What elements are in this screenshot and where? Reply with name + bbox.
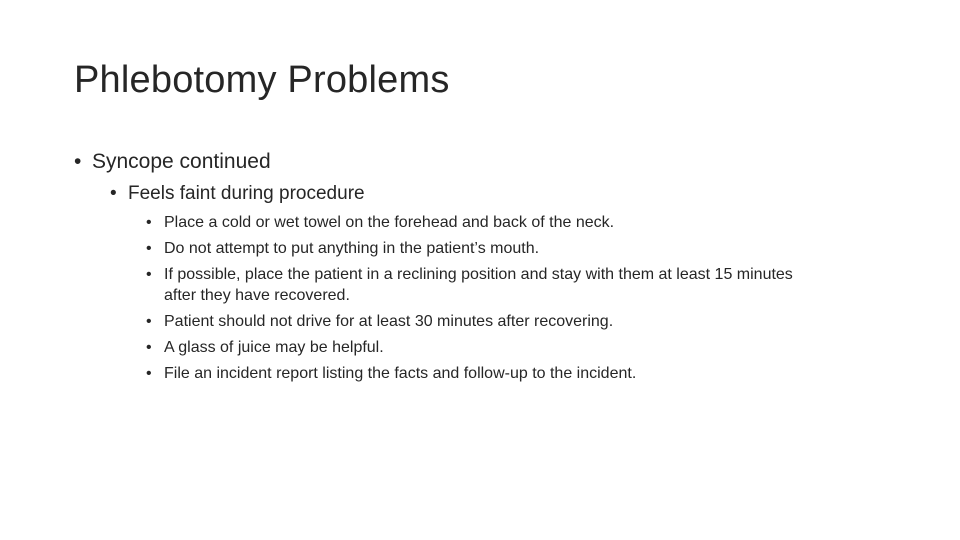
- list-item: [146, 264, 826, 306]
- bullet-icon: •: [74, 150, 82, 173]
- list-item-text: File an incident report listing the facts and follow-up to the incident.: [164, 365, 637, 382]
- list-item-text: Patient should not drive for at least 30 minutes after recovering.: [164, 313, 614, 330]
- bullet-icon: •: [146, 214, 152, 231]
- bullet-icon: •: [146, 339, 152, 356]
- list-item: [146, 212, 826, 233]
- sub-bullet-list: [146, 212, 826, 384]
- list-item: [146, 337, 826, 358]
- bullet-text: Feels faint during procedure: [128, 183, 365, 204]
- bullet-icon: •: [110, 183, 117, 204]
- list-item: [146, 363, 826, 384]
- slide-title: Phlebotomy Problems: [74, 59, 450, 101]
- bullet-level-1: [74, 146, 874, 178]
- slide-content: [74, 146, 874, 389]
- list-item-text: Do not attempt to put anything in the patient’s mouth.: [164, 240, 540, 257]
- list-item-text: If possible, place the patient in a reclining position and stay with them at least 15 minutes after they have recovered.: [164, 266, 793, 304]
- bullet-icon: •: [146, 313, 152, 330]
- list-item: [146, 238, 826, 259]
- bullet-level-2: [110, 178, 874, 210]
- bullet-icon: •: [146, 266, 152, 283]
- list-item: [146, 311, 826, 332]
- bullet-icon: •: [146, 365, 152, 382]
- bullet-text: Syncope continued: [92, 150, 271, 173]
- bullet-icon: •: [146, 240, 152, 257]
- list-item-text: Place a cold or wet towel on the forehead and back of the neck.: [164, 214, 615, 231]
- list-item-text: A glass of juice may be helpful.: [164, 339, 384, 356]
